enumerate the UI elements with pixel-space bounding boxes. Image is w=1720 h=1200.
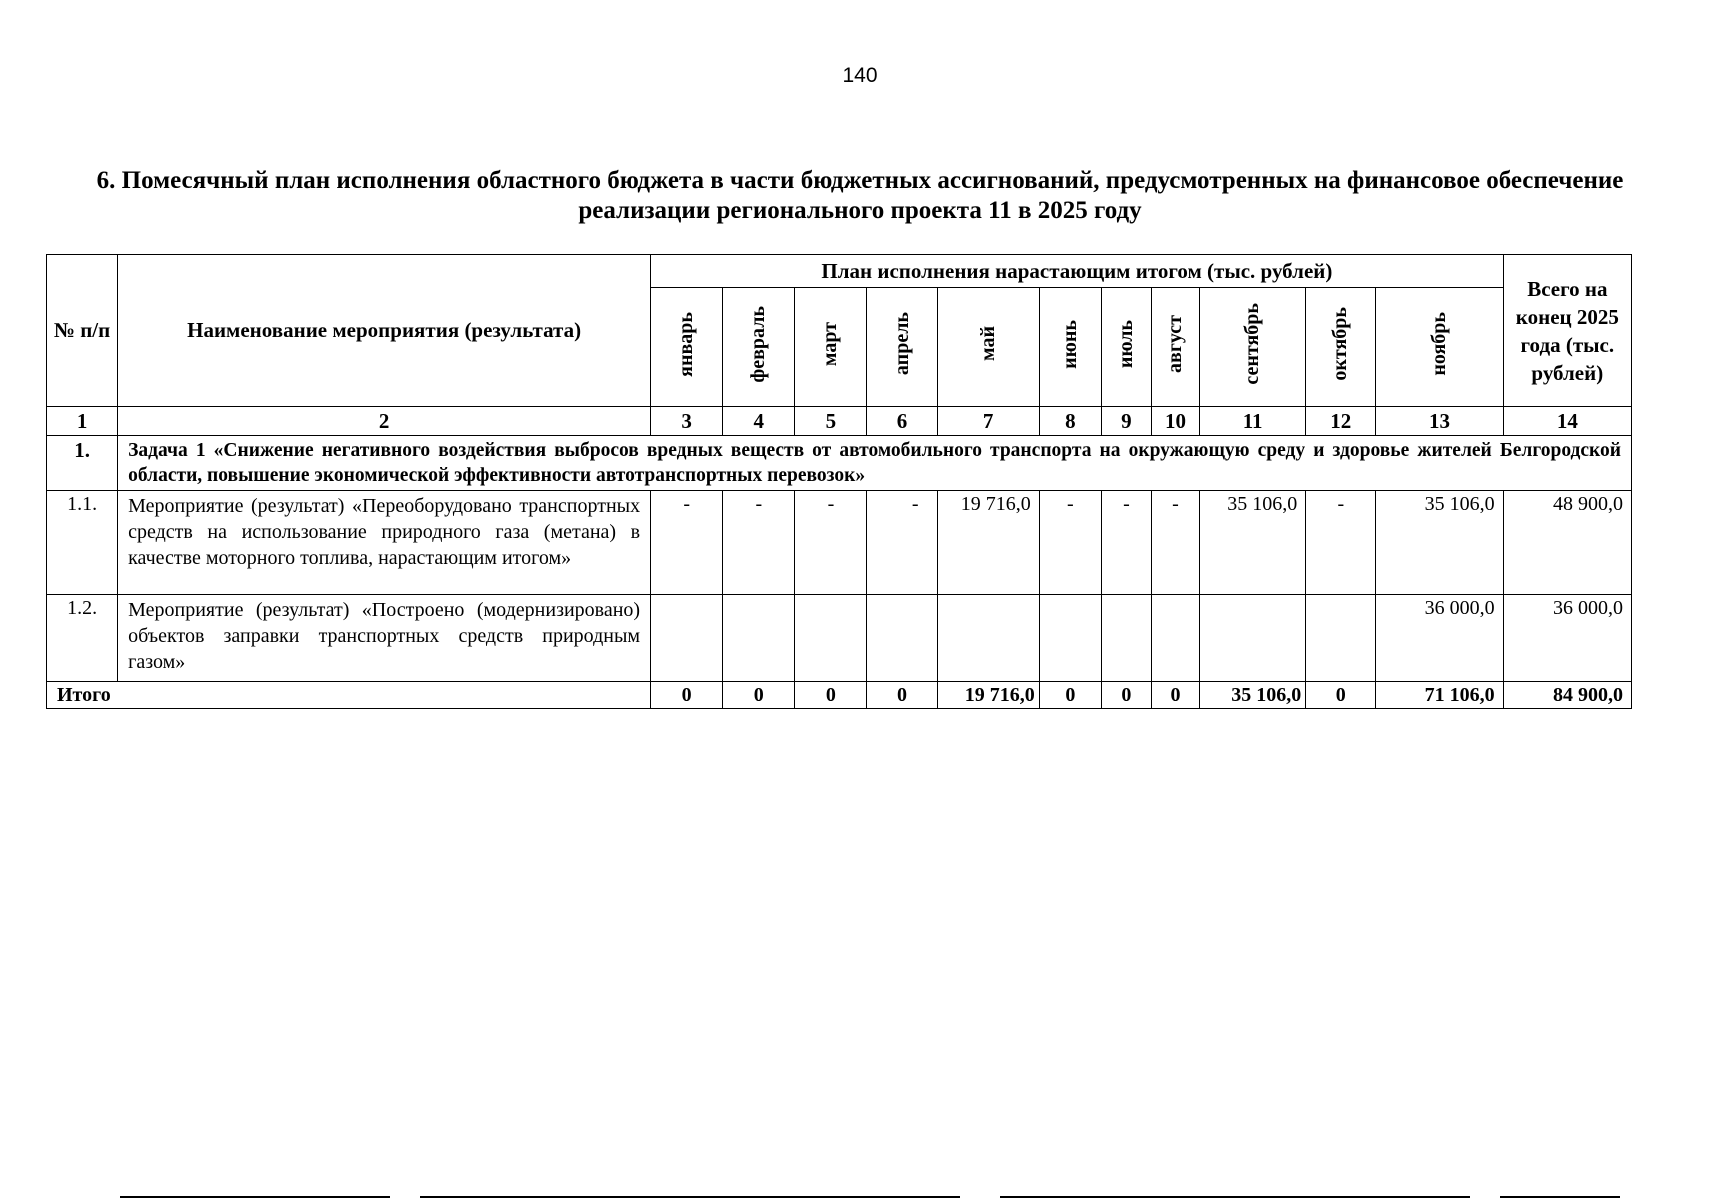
totals-value: 0 <box>1306 682 1376 709</box>
header-month <box>1306 288 1376 407</box>
totals-value: 0 <box>795 682 867 709</box>
row-value: 35 106,0 <box>1200 491 1306 595</box>
month-label: апрель <box>890 312 913 376</box>
row-number: 1.2. <box>47 595 118 682</box>
row-value <box>1200 595 1306 682</box>
header-month <box>937 288 1039 407</box>
row-value <box>1151 595 1199 682</box>
header-plan: План исполнения нарастающим итогом (тыс. рублей) <box>651 255 1504 288</box>
row-value: 19 716,0 <box>937 491 1039 595</box>
totals-grand-total: 84 900,0 <box>1503 682 1631 709</box>
row-value: - <box>1151 491 1199 595</box>
row-value: - <box>1306 491 1376 595</box>
row-value <box>723 595 795 682</box>
totals-value: 0 <box>1101 682 1151 709</box>
column-number: 11 <box>1200 407 1306 436</box>
month-label: январь <box>675 311 698 377</box>
column-number: 3 <box>651 407 723 436</box>
header-num: № п/п <box>47 255 118 407</box>
row-value <box>867 595 937 682</box>
column-number: 1 <box>47 407 118 436</box>
column-number: 14 <box>1503 407 1631 436</box>
column-number: 12 <box>1306 407 1376 436</box>
row-value: - <box>651 491 723 595</box>
task-number: 1. <box>47 436 118 491</box>
month-label: июль <box>1114 319 1137 369</box>
row-value: 35 106,0 <box>1376 491 1503 595</box>
column-number-row <box>47 407 1632 436</box>
footer-divider <box>420 1196 960 1198</box>
month-label: ноябрь <box>1428 312 1450 376</box>
header-month <box>1200 288 1306 407</box>
header-month <box>651 288 723 407</box>
page-number: 140 <box>842 64 878 87</box>
row-value: - <box>1039 491 1101 595</box>
row-activity-name: Мероприятие (результат) «Построено (модернизировано) объектов заправки транспортных средств природным газом» <box>118 595 651 682</box>
header-month <box>1101 288 1151 407</box>
task-row <box>47 436 1632 491</box>
month-label: июнь <box>1058 319 1081 369</box>
totals-value: 0 <box>1151 682 1199 709</box>
column-number: 13 <box>1376 407 1503 436</box>
totals-value: 71 106,0 <box>1376 682 1503 709</box>
column-number: 4 <box>723 407 795 436</box>
totals-value: 0 <box>1039 682 1101 709</box>
row-value <box>1101 595 1151 682</box>
column-number: 2 <box>118 407 651 436</box>
row-value: 36 000,0 <box>1376 595 1503 682</box>
totals-value: 19 716,0 <box>937 682 1039 709</box>
column-number: 9 <box>1101 407 1151 436</box>
month-label: февраль <box>747 305 770 383</box>
header-month <box>1376 288 1503 407</box>
totals-row <box>47 682 1632 709</box>
header-row-top <box>47 255 1632 288</box>
totals-value: 0 <box>651 682 723 709</box>
row-total: 48 900,0 <box>1503 491 1631 595</box>
row-number: 1.1. <box>47 491 118 595</box>
row-value: - <box>795 491 867 595</box>
header-total: Всего на конец 2025 года (тыс. рублей) <box>1503 255 1631 407</box>
row-value <box>937 595 1039 682</box>
month-label: сентябрь <box>1241 303 1264 385</box>
totals-label: Итого <box>47 682 651 709</box>
row-value: - <box>1101 491 1151 595</box>
column-number: 5 <box>795 407 867 436</box>
header-month <box>1039 288 1101 407</box>
totals-value: 0 <box>723 682 795 709</box>
table-row <box>47 595 1632 682</box>
column-number: 6 <box>867 407 937 436</box>
month-label: май <box>976 326 999 362</box>
row-activity-name: Мероприятие (результат) «Переоборудовано транспортных средств на использование природного газа (метана) в качестве моторного топлива, нарастающим итогом» <box>118 491 651 595</box>
row-value <box>795 595 867 682</box>
task-description: Задача 1 «Снижение негативного воздействия выбросов вредных веществ от автомобильного транспорта на окружающую среду и здоровье жителей Белгородской области, повышение экономической эффективности автотранспортных перевозок» <box>118 436 1632 491</box>
header-month <box>1151 288 1199 407</box>
footer-divider <box>120 1196 390 1198</box>
row-value <box>1306 595 1376 682</box>
header-month <box>795 288 867 407</box>
row-total: 36 000,0 <box>1503 595 1631 682</box>
column-number: 8 <box>1039 407 1101 436</box>
document-title: 6. Помесячный план исполнения областного бюджета в части бюджетных ассигнований, предусмотренных на финансовое обеспечение реализации регионального проекта 11 в 2025 году <box>96 167 1624 224</box>
header-month <box>723 288 795 407</box>
row-value <box>1039 595 1101 682</box>
header-month <box>867 288 937 407</box>
header-name: Наименование мероприятия (результата) <box>118 255 651 407</box>
row-value: - <box>723 491 795 595</box>
totals-value: 35 106,0 <box>1200 682 1306 709</box>
month-label: март <box>819 321 842 367</box>
totals-value: 0 <box>867 682 937 709</box>
month-label: октябрь <box>1329 307 1352 381</box>
budget-plan-table <box>46 254 1632 709</box>
footer-divider <box>1000 1196 1470 1198</box>
row-value: - <box>867 491 937 595</box>
footer-divider <box>1500 1196 1620 1198</box>
column-number: 7 <box>937 407 1039 436</box>
column-number: 10 <box>1151 407 1199 436</box>
row-value <box>651 595 723 682</box>
table-row <box>47 491 1632 595</box>
month-label: август <box>1163 315 1186 373</box>
